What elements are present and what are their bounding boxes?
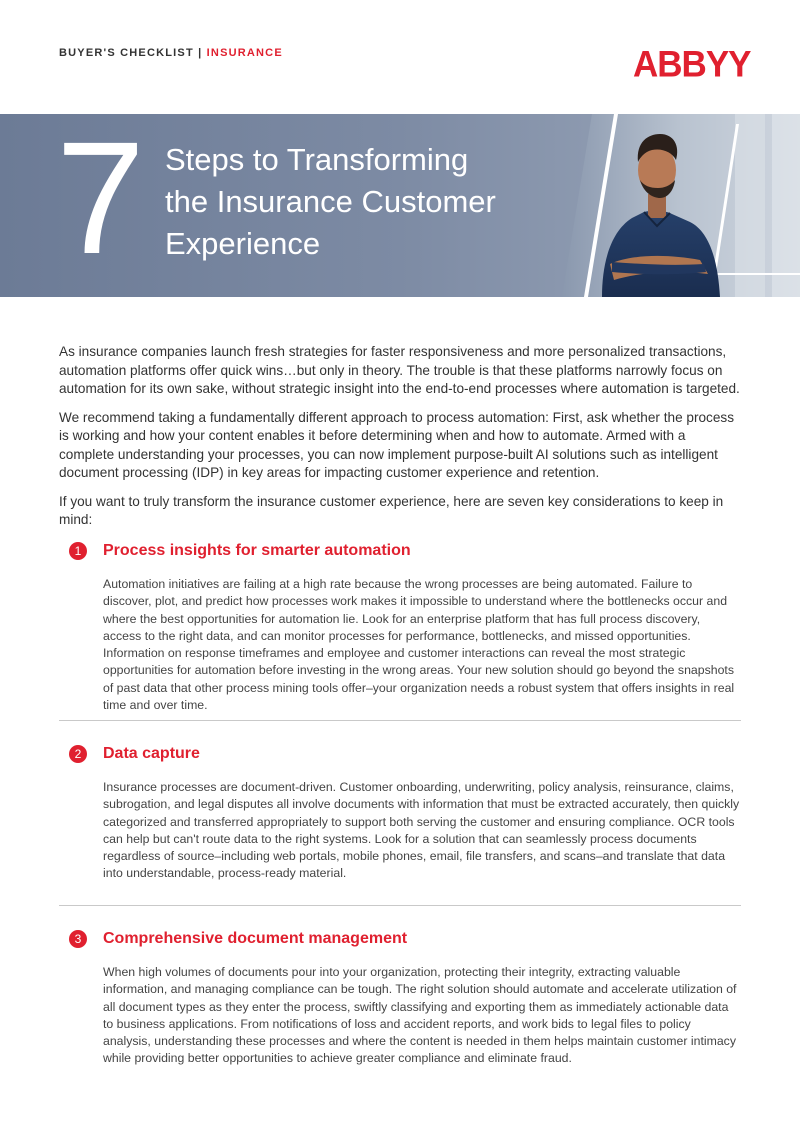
step-title: Data capture [103,745,200,762]
step-body: Automation initiatives are failing at a high rate because the wrong processes are being automated. Failure to discover, plot, and predict how processes work makes it impossible to understand where the bottlenecks occur and where the best opportunities for automation lie. Look for an enterprise platform that has full process discovery, access to the right data, and can monitor processes for performance, bottlenecks, and missed opportunities. Information on response timeframes and employee and customer interactions can reveal the most strategic opportunities for automation before investing in the wrong areas. Your new solution should go beyond the snapshots of past data that other process mining tools offer–your organization needs a robust system that offers insights in real time and over time. [103,577,735,713]
intro-section [59,343,743,540]
hero-banner [0,114,800,297]
step-section-3 [59,928,741,1068]
intro-paragraph-2: We recommend taking a fundamentally different approach to process automation: First, ask whether the process is working and how your content enables it before determining when and how to automate. Armed with a complete understanding your processes, you can now implement purpose-built AI solutions such as intelligent document processing (IDP) in key areas for impacting customer experience and retention. [59,409,735,480]
step-section-2 [59,743,741,883]
page-title [165,139,565,265]
section-divider [59,720,741,721]
step-number-badge: 1 [69,542,87,560]
intro-paragraph-1: As insurance companies launch fresh strategies for faster responsiveness and more personalized transactions, automation platforms offer quick wins…but only in theory. The trouble is that these platforms narrowly focus on automation for its own sake, without strategic insight into the end-to-end processes where automation is targeted. [59,344,740,396]
hero-number: 7 [56,114,145,287]
kicker-category: INSURANCE [206,47,283,59]
step-title: Comprehensive document management [103,930,408,947]
step-number-badge: 3 [69,930,87,948]
document-kicker [59,47,283,59]
abbyy-logo: ABBYY [633,44,751,85]
step-section-1 [59,540,741,714]
title-line-2: the Insurance Customer [165,184,496,219]
kicker-separator: | [198,47,203,59]
step-title: Process insights for smarter automation [103,542,411,559]
title-line-3: Experience [165,226,321,261]
step-number-badge: 2 [69,745,87,763]
page-header [0,0,800,114]
intro-paragraph-3: If you want to truly transform the insurance customer experience, here are seven key considerations to keep in mind: [59,493,724,527]
kicker-label: BUYER'S CHECKLIST [59,47,194,59]
step-body: When high volumes of documents pour into your organization, protecting their integrity, extracting valuable information, and managing compliance can be tough. The right solution should automate and accelerate utilization of all document types as they enter the process, swiftly classifying and exporting them as immediately actionable data to business applications. From notifications of loss and accident reports, and work bids to legal files to policy analysis, understanding these processes and where the content is needed in them helps maintain customer intimacy while providing better opportunities to achieve greater compliance and eliminate fraud. [103,965,737,1066]
section-divider [59,905,741,906]
step-body: Insurance processes are document-driven. Customer onboarding, underwriting, policy analysis, reinsurance, claims, subrogation, and legal disputes all involve documents with information that must be extracted accurately, then quickly categorized and transferred appropriately to support both serving the customer and ensuring compliance. OCR tools can help but can't route data to the right systems. Look for a solution that can seamlessly process documents regardless of source–including web portals, mobile phones, email, file transfers, and scans–and translate that data into understandable, process-ready material. [103,780,740,881]
person-portrait-image [540,114,800,297]
title-line-1: Steps to Transforming [165,142,469,177]
